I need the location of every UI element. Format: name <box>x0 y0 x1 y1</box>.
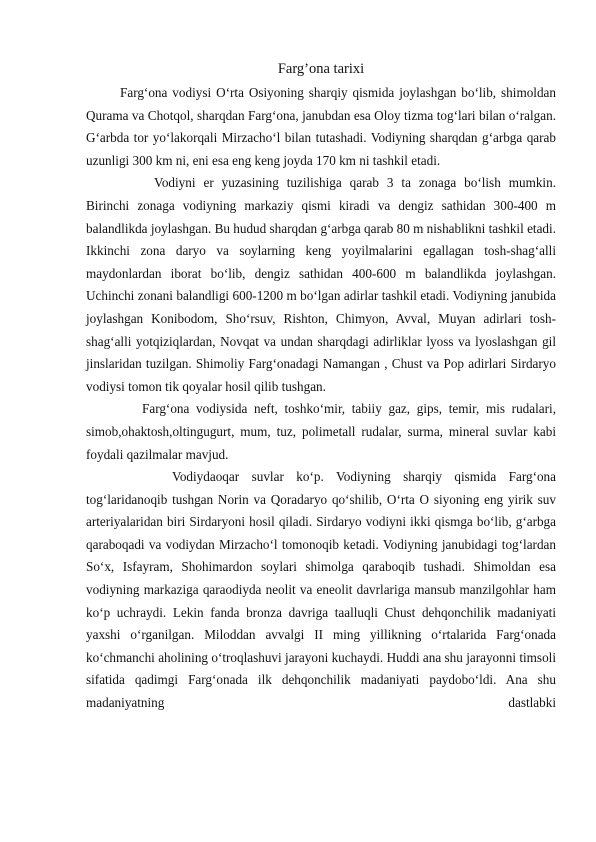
paragraph-zones: Vodiyni er yuzasining tuzilishiga qarab 3 ta zonaga bo‘lish mumkin. Birinchi zonaga vodiyning markaziy qismi kiradi va dengiz sathidan 300-400 m balandlikda joylashgan. Bu hudud sharqdan g‘arbga qarab 80 m nishablikni tashkil etadi. Ikkinchi zona daryo va soylarning keng yoyilmalarini egallagan tosh-shag‘alli maydonlardan iborat bo‘lib, dengiz sathidan 400-600 m balandlikda joylashgan. Uchinchi zonani balandligi 600-1200 m bo‘lgan adirlar tashkil etadi. Vodiyning janubida joylashgan Konibodom, Sho‘rsuv, Rishton, Chimyon, Avval, Muyan adirlari tosh-shag‘alli yotqiziqlardan, Novqat va undan sharqdagi adirliklar lyoss va lyoslashgan gil jinslaridan tuzilgan. Shimoliy Farg‘onadagi Namangan , Chust va Pop adirlari Sirdaryo vodiysi tomon tik qoyalar hosil qilib tushgan. <box>86 175 556 394</box>
page-title: Farg’ona tarixi <box>277 61 365 77</box>
paragraph-minerals: Farg‘ona vodiysida neft, toshko‘mir, tabiiy gaz, gips, temir, mis rudalari, simob,ohaktosh,oltingugurt, mum, tuz, polimetall rudalar, surma, mineral suvlar kabi foydali qazilmalar mavjud. <box>86 401 556 462</box>
paragraph-waters-history: Vodiydaoqar suvlar ko‘p. Vodiyning sharqiy qismida Farg‘ona tog‘laridanoqib tushgan Norin va Qoradaryo qo‘shilib, O‘rta O siyoning eng yirik suv arteriyalaridan biri Sirdaryoni hosil qiladi. Sirdaryo vodiyni ikki qismga bo‘lib, g‘arbga qaraboqadi va vodiydan Mirzacho‘l tomonoqib ketadi. Vodiyning janubidagi tog‘lardan So‘x, Isfayram, Shohimardon soylari shimolga qaraboqib tushadi. Shimoldan esa vodiyning markaziga qaraodiyda neolit va eneolit davrlariga mansub manzilgohlar ham ko‘p uchraydi. Lekin fanda bronza davriga taalluqli Chust dehqonchilik madaniyati yaxshi o‘rganilgan. Miloddan avvalgi II ming yillikning o‘rtalarida Farg‘onada ko‘chmanchi aholining o‘troqlashuvi jarayoni kuchaydi. Huddi ana shu jarayonni timsoli sifatida qadimgi Farg‘onada ilk dehqonchilik madaniyati paydobo‘ldi. Ana shu madaniyatning dastlabki <box>86 469 556 711</box>
document-page <box>86 58 556 715</box>
paragraph-location: Farg‘ona vodiysi O‘rta Osiyoning sharqiy qismida joylashgan bo‘lib, shimoldan Qurama va Chotqol, sharqdan Farg‘ona, janubdan esa Oloy tizma tog‘lari bilan o‘ralgan. G‘arbda tor yo‘lakorqali Mirzacho‘l bilan tutashadi. Vodiyning sharqdan g‘arbga qarab uzunligi 300 km ni, eni esa eng keng joyda 170 km ni tashkil etadi. <box>86 85 556 168</box>
